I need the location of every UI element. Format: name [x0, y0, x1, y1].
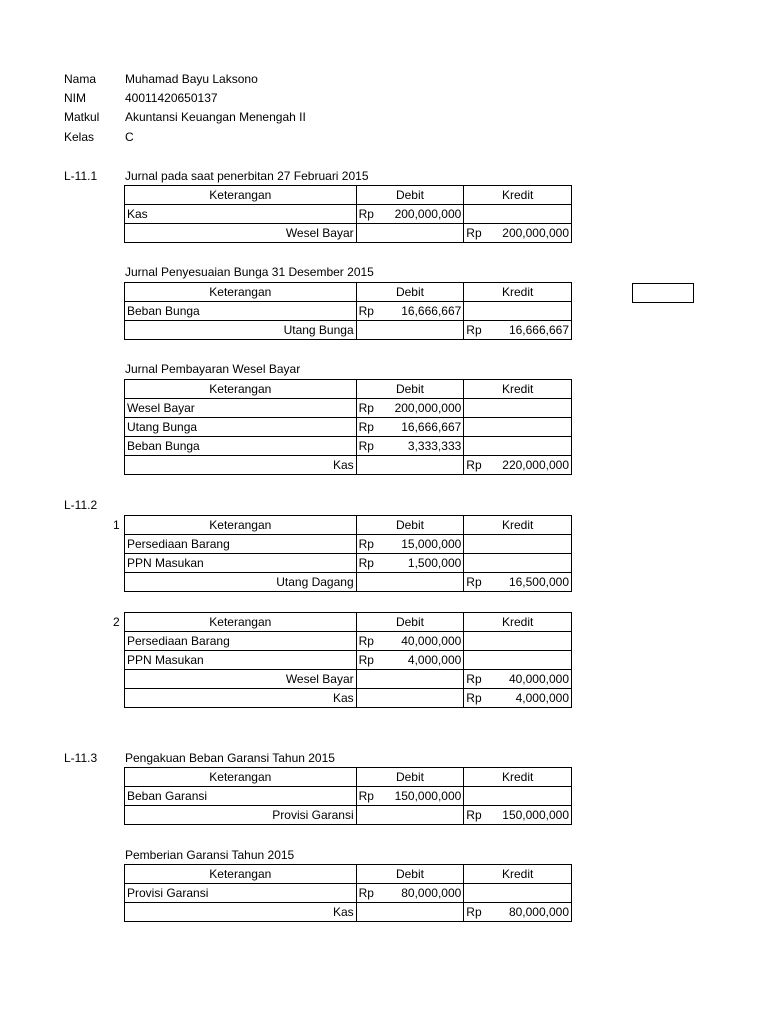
debit-amount: 200,000,000	[394, 401, 462, 415]
kredit-cell	[464, 670, 572, 689]
table-row	[125, 806, 572, 825]
debit-amount: 16,666,667	[401, 420, 462, 434]
journal-table	[124, 864, 572, 922]
header-kredit: Kredit	[464, 768, 572, 787]
currency-label: Rp	[466, 691, 482, 705]
header-keterangan: Keterangan	[125, 613, 357, 632]
table-row	[125, 689, 572, 708]
kelas-value: C	[125, 130, 134, 144]
currency-label: Rp	[466, 323, 482, 337]
kredit-cell	[464, 437, 572, 456]
table-row	[125, 399, 572, 418]
empty-cell-box	[632, 283, 694, 303]
debit-cell	[356, 903, 464, 922]
account-name: Kas	[125, 205, 357, 224]
header-debit: Debit	[356, 613, 464, 632]
table-row	[125, 224, 572, 243]
header-debit: Debit	[356, 865, 464, 884]
kelas-label: Kelas	[64, 130, 95, 144]
table-row	[125, 903, 572, 922]
account-name: Utang Bunga	[125, 321, 357, 340]
debit-cell	[356, 884, 464, 903]
table-row	[125, 456, 572, 475]
table-header-row	[125, 768, 572, 787]
currency-label: Rp	[466, 808, 482, 822]
kredit-cell	[464, 903, 572, 922]
journal-number: 1	[113, 518, 120, 532]
journal-title: Jurnal Pembayaran Wesel Bayar	[125, 362, 301, 376]
section-l111-id: L-11.1	[64, 169, 98, 183]
header-keterangan: Keterangan	[125, 283, 357, 302]
debit-cell	[356, 535, 464, 554]
kredit-amount: 80,000,000	[508, 905, 569, 919]
journal-table	[124, 282, 572, 340]
journal-number: 2	[113, 615, 120, 629]
header-kredit: Kredit	[464, 613, 572, 632]
currency-label: Rp	[358, 556, 374, 570]
debit-cell	[356, 554, 464, 573]
currency-label: Rp	[466, 672, 482, 686]
account-name: PPN Masukan	[125, 651, 357, 670]
currency-label: Rp	[358, 634, 374, 648]
debit-cell	[356, 787, 464, 806]
kredit-amount: 220,000,000	[502, 458, 569, 472]
debit-amount: 1,500,000	[407, 556, 462, 570]
kredit-amount: 150,000,000	[502, 808, 569, 822]
account-name: Wesel Bayar	[125, 670, 357, 689]
account-name: Provisi Garansi	[125, 806, 357, 825]
header-keterangan: Keterangan	[125, 186, 357, 205]
currency-label: Rp	[358, 653, 374, 667]
header-debit: Debit	[356, 380, 464, 399]
header-kredit: Kredit	[464, 516, 572, 535]
debit-amount: 3,333,333	[407, 439, 462, 453]
debit-amount: 150,000,000	[394, 789, 462, 803]
kredit-cell	[464, 884, 572, 903]
journal-title: Pemberian Garansi Tahun 2015	[125, 848, 295, 862]
kredit-amount: 4,000,000	[515, 691, 569, 705]
journal-title: Jurnal Penyesuaian Bunga 31 Desember 2015	[125, 265, 374, 279]
debit-cell	[356, 632, 464, 651]
kredit-amount: 16,500,000	[508, 575, 569, 589]
table-row	[125, 321, 572, 340]
debit-cell	[356, 399, 464, 418]
table-row	[125, 884, 572, 903]
matkul-value: Akuntansi Keuangan Menengah II	[125, 110, 306, 124]
currency-label: Rp	[466, 575, 482, 589]
header-debit: Debit	[356, 186, 464, 205]
account-name: Kas	[125, 689, 357, 708]
table-header-row	[125, 613, 572, 632]
currency-label: Rp	[358, 886, 374, 900]
account-name: Utang Bunga	[125, 418, 357, 437]
currency-label: Rp	[466, 905, 482, 919]
table-row	[125, 554, 572, 573]
header-keterangan: Keterangan	[125, 768, 357, 787]
nama-value: Muhamad Bayu Laksono	[125, 72, 258, 86]
account-name: Beban Garansi	[125, 787, 357, 806]
debit-amount: 40,000,000	[401, 634, 462, 648]
debit-amount: 80,000,000	[401, 886, 462, 900]
debit-amount: 200,000,000	[394, 207, 462, 221]
account-name: Kas	[125, 903, 357, 922]
debit-amount: 15,000,000	[401, 537, 462, 551]
currency-label: Rp	[358, 207, 374, 221]
table-row	[125, 535, 572, 554]
journal-table	[124, 379, 572, 475]
table-header-row	[125, 380, 572, 399]
kredit-cell	[464, 224, 572, 243]
debit-cell	[356, 321, 464, 340]
section-l113-id: L-11.3	[64, 751, 98, 765]
kredit-cell	[464, 535, 572, 554]
currency-label: Rp	[358, 537, 374, 551]
debit-cell	[356, 418, 464, 437]
table-row	[125, 418, 572, 437]
table-header-row	[125, 865, 572, 884]
table-row	[125, 302, 572, 321]
table-header-row	[125, 516, 572, 535]
kredit-amount: 40,000,000	[508, 672, 569, 686]
header-kredit: Kredit	[464, 380, 572, 399]
header-kredit: Kredit	[464, 865, 572, 884]
debit-cell	[356, 670, 464, 689]
account-name: Beban Bunga	[125, 437, 357, 456]
kredit-amount: 200,000,000	[502, 226, 569, 240]
table-row	[125, 437, 572, 456]
debit-cell	[356, 456, 464, 475]
debit-cell	[356, 224, 464, 243]
table-header-row	[125, 186, 572, 205]
table-row	[125, 787, 572, 806]
account-name: PPN Masukan	[125, 554, 357, 573]
debit-amount: 4,000,000	[407, 653, 462, 667]
kredit-cell	[464, 632, 572, 651]
kredit-cell	[464, 205, 572, 224]
section-l112-id: L-11.2	[64, 498, 98, 512]
debit-cell	[356, 437, 464, 456]
journal-title: Pengakuan Beban Garansi Tahun 2015	[125, 751, 335, 765]
kredit-cell	[464, 787, 572, 806]
header-debit: Debit	[356, 516, 464, 535]
nim-value: 40011420650137	[125, 91, 218, 105]
kredit-cell	[464, 418, 572, 437]
currency-label: Rp	[466, 458, 482, 472]
debit-amount: 16,666,667	[401, 304, 462, 318]
table-row	[125, 205, 572, 224]
journal-table	[124, 515, 572, 592]
account-name: Beban Bunga	[125, 302, 357, 321]
header-debit: Debit	[356, 283, 464, 302]
kredit-cell	[464, 302, 572, 321]
account-name: Utang Dagang	[125, 573, 357, 592]
journal-title: Jurnal pada saat penerbitan 27 Februari 2015	[125, 169, 369, 183]
currency-label: Rp	[358, 439, 374, 453]
header-keterangan: Keterangan	[125, 516, 357, 535]
journal-table	[124, 185, 572, 243]
header-keterangan: Keterangan	[125, 380, 357, 399]
kredit-cell	[464, 573, 572, 592]
account-name: Kas	[125, 456, 357, 475]
account-name: Provisi Garansi	[125, 884, 357, 903]
matkul-label: Matkul	[64, 110, 100, 124]
kredit-cell	[464, 554, 572, 573]
currency-label: Rp	[358, 401, 374, 415]
currency-label: Rp	[358, 789, 374, 803]
debit-cell	[356, 689, 464, 708]
nim-label: NIM	[64, 91, 86, 105]
account-name: Persediaan Barang	[125, 632, 357, 651]
journal-table	[124, 767, 572, 825]
debit-cell	[356, 205, 464, 224]
table-row	[125, 651, 572, 670]
header-kredit: Kredit	[464, 283, 572, 302]
journal-table	[124, 612, 572, 708]
debit-cell	[356, 651, 464, 670]
table-header-row	[125, 283, 572, 302]
currency-label: Rp	[358, 304, 374, 318]
table-row	[125, 670, 572, 689]
kredit-cell	[464, 689, 572, 708]
debit-cell	[356, 806, 464, 825]
account-name: Persediaan Barang	[125, 535, 357, 554]
kredit-cell	[464, 456, 572, 475]
currency-label: Rp	[466, 226, 482, 240]
kredit-amount: 16,666,667	[508, 323, 569, 337]
header-keterangan: Keterangan	[125, 865, 357, 884]
header-kredit: Kredit	[464, 186, 572, 205]
kredit-cell	[464, 806, 572, 825]
nama-label: Nama	[64, 72, 97, 86]
kredit-cell	[464, 399, 572, 418]
currency-label: Rp	[358, 420, 374, 434]
kredit-cell	[464, 321, 572, 340]
debit-cell	[356, 573, 464, 592]
table-row	[125, 573, 572, 592]
kredit-cell	[464, 651, 572, 670]
account-name: Wesel Bayar	[125, 399, 357, 418]
table-row	[125, 632, 572, 651]
account-name: Wesel Bayar	[125, 224, 357, 243]
header-debit: Debit	[356, 768, 464, 787]
debit-cell	[356, 302, 464, 321]
